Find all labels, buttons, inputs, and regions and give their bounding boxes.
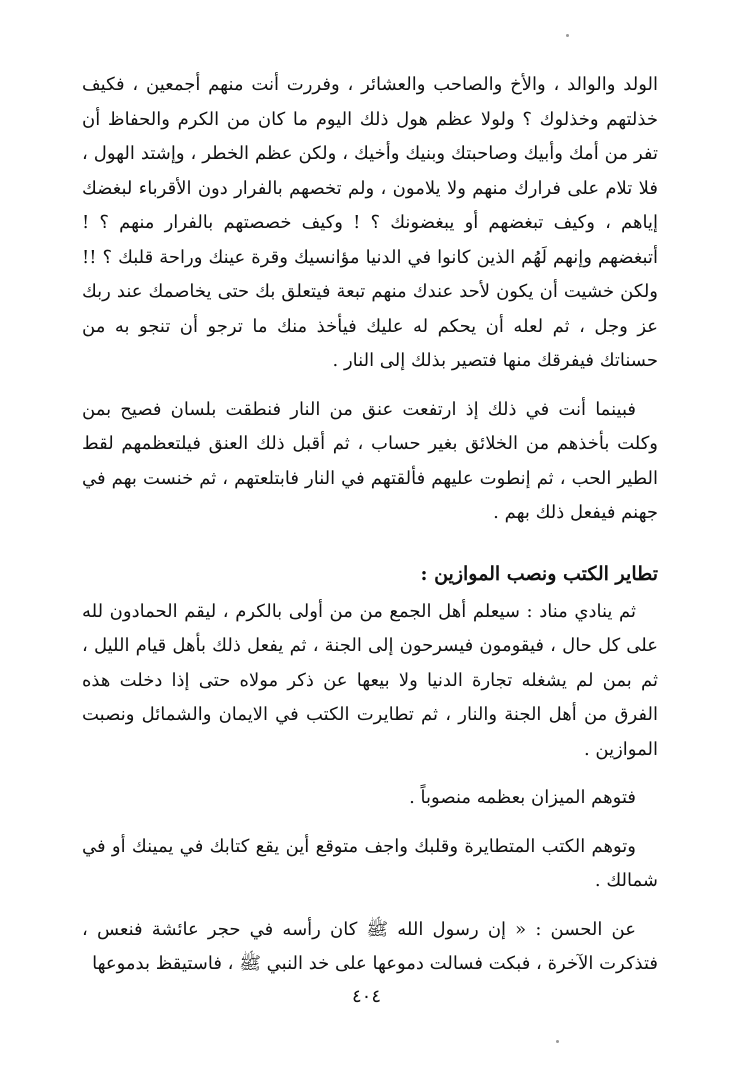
- paragraph-4: فتوهم الميزان بعظمه منصوباً .: [409, 787, 636, 808]
- page-number: ٤٠٤: [351, 986, 381, 1007]
- paragraph-5: وتوهم الكتب المتطايرة وقلبك واجف متوقع أين يقع كتابك في يمينك أو في شمالك .: [82, 835, 658, 891]
- paragraph-3: ثم ينادي مناد : سيعلم أهل الجمع من من أولى بالكرم ، ليقم الحمادون لله على كل حال ، فيقومون فيسرحون إلى الجنة ، ثم يفعل ذلك بأهل قيام الليل ، ثم بمن لم يشغله تجارة الدنيا ولا بيعها عن ذكر مولاه حتى إذا دخلت هذه الفرق من أهل الجنة والنار ، ثم تطايرت الكتب في الايمان والشمائل ونصبت الموازين .: [82, 600, 658, 760]
- text-block-before-heading: [82, 68, 658, 531]
- paragraph-6: عن الحسن : « إن رسول الله ﷺ كان رأسه في حجر عائشة فنعس ، فتذكرت الآخرة ، فبكت فسالت دموعها على خد النبي ﷺ ، فاستيقظ بدموعها: [82, 918, 658, 974]
- scan-speck: [556, 1040, 559, 1043]
- text-block-after-heading: [82, 595, 658, 982]
- scan-speck: [566, 34, 569, 37]
- paragraph-2: فبينما أنت في ذلك إذ ارتفعت عنق من النار فنطقت بلسان فصيح بمن وكلت بأخذهم من الخلائق بغير حساب ، ثم أقبل ذلك العنق فيلتعظمهم لقط الطير الحب ، ثم إنطوت عليهم فألقتهم في النار فابتلعتهم ، ثم خنست بهم في جهنم فيفعل ذلك بهم .: [82, 398, 658, 523]
- section-heading: تطاير الكتب ونصب الموازين :: [420, 562, 658, 585]
- paragraph-1: الولد والوالد ، والأخ والصاحب والعشائر ، وفررت أنت منهم أجمعين ، فكيف خذلتهم وخذلوك ؟ ولولا عظم هول ذلك اليوم ما كان من الكرم والحفاظ أن تفر من أمك وأبيك وصاحبتك وبنيك وأخيك ، ولكن عظم الخطر ، وإشتد الهول ، فلا تلام على فرارك منهم ولا يلامون ، ولم تخصهم بالفرار دون الأقرباء لبغضك إياهم ، وكيف تبغضهم أو يبغضونك ؟ ! وكيف خصصتهم بالفرار منهم ؟ ! أتبغضهم وإنهم لَهُم الذين كانوا في الدنيا مؤانسيك وقرة عينك وراحة قلبك ؟ !! ولكن خشيت أن يكون لأحد عندك منهم تبعة فيتعلق بك حتى يخاصمك عند ربك عز وجل ، ثم لعله أن يحكم له عليك فيأخذ منك ما ترجو أن تنجو به من حسناتك فيفرقك منها فتصير بذلك إلى النار .: [82, 74, 658, 371]
